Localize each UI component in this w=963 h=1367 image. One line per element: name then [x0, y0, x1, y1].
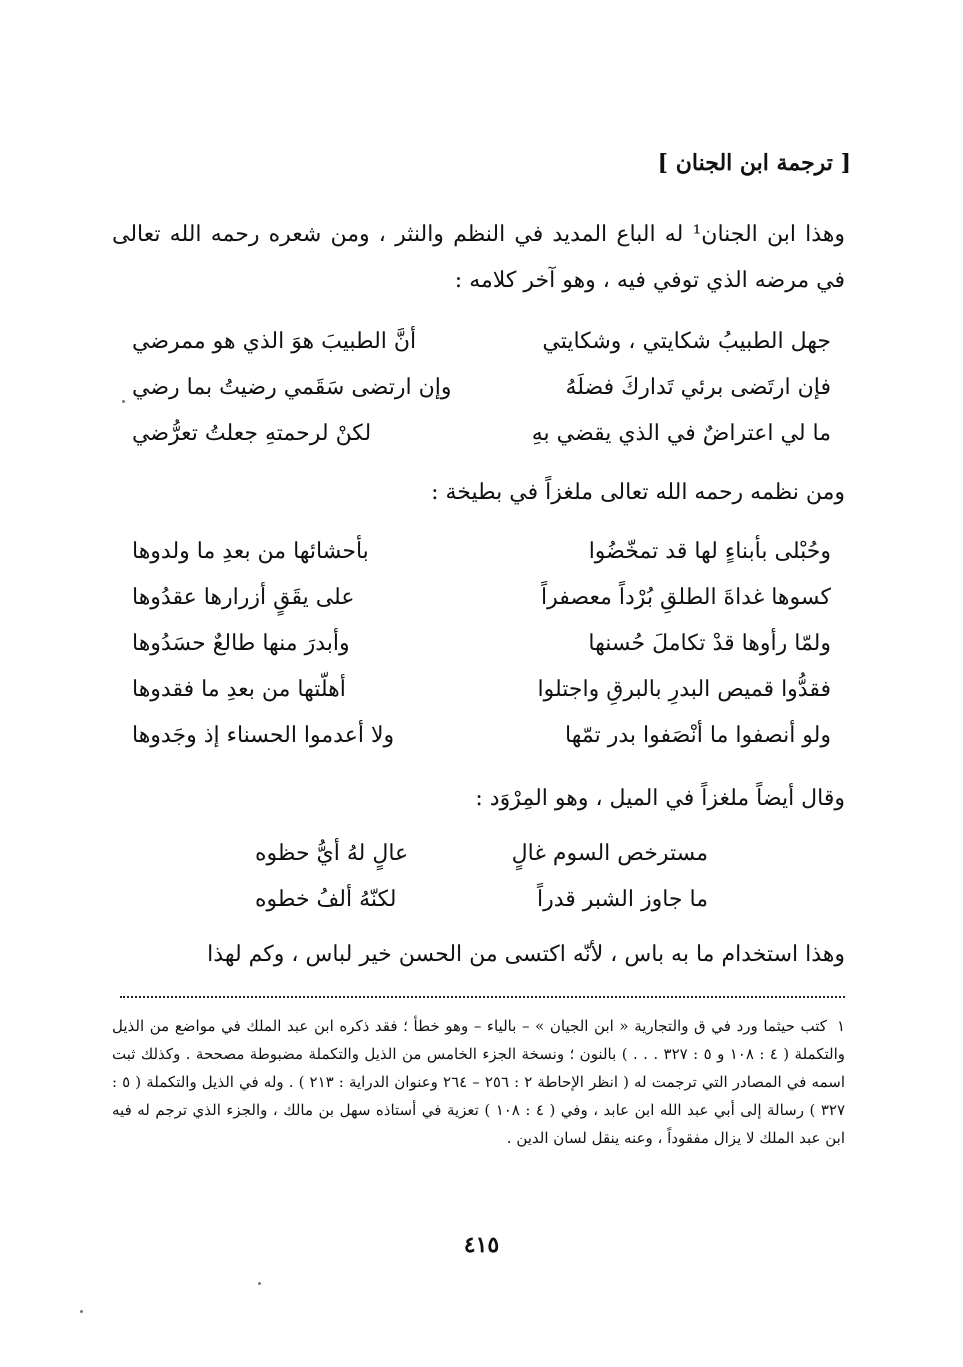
verse-first-hemistich: ولمّا رأوها قدْ تكاملَ حُسنها	[588, 630, 831, 656]
poem-illness	[132, 318, 831, 456]
verse-line	[132, 318, 831, 364]
verse-line	[132, 574, 831, 620]
verse-second-hemistich: أهلّتها من بعدِ ما فقدوها	[132, 676, 346, 702]
verse-first-hemistich: وحُبْلى بأبناءٍ لها قد تمخّضُوا	[588, 538, 831, 564]
verse-second-hemistich: بأحشائها من بعدِ ما ولدوها	[132, 538, 369, 564]
intro-paragraph	[112, 212, 845, 304]
poem-melon-riddle	[132, 528, 831, 758]
kohl-riddle-text: وقال أيضاً ملغزاً في الميل ، وهو المِرْوَد :	[475, 786, 845, 811]
verse-line	[132, 712, 831, 758]
verse-second-hemistich: ولا أعدموا الحسناء إذ وجَدوها	[132, 722, 395, 748]
verse-second-hemistich: لكنْ لرحمتهِ جعلتُ تعرُّضي	[132, 420, 372, 446]
verse-second-hemistich: أنَّ الطبيبَ هوَ الذي هو ممرضي	[132, 328, 417, 354]
verse-first-hemistich: ما لي اعتراضٌ في الذي يقضي بهِ	[531, 420, 831, 446]
footnote-text: كتب حيثما ورد في ق والتجارية « ابن الجيان » – بالياء – وهو خطأ ؛ فقد ذكره ابن عبد الملك في مواضع من الذيل والتكملة ( ٤ : ١٠٨ و ٥ : ٣٢٧ . . . ) بالنون ؛ ونسخة الجزء الخامس من الذيل والتكملة مضبوطة مصححة . وكذلك ثبت اسمه في المصادر التي ترجمت له ( انظر الإحاطة ٢ : ٢٥٦ – ٢٦٤ وعنوان الدراية : ٢١٣ ) . وله في الذيل والتكملة ( ٥ : ٣٢٧ ) رسالة إلى أبي عبد الله ابن عابد ، وفي ( ٤ : ١٠٨ ) تعزية في أستاذه سهل بن مالك ، والجزء الذي ترجم له فيه ابن عبد الملك لا يزال مفقوداً ، وعنه ينقل لسان الدين .	[112, 1017, 846, 1147]
footnote-number: ١	[836, 1017, 845, 1035]
verse-first-hemistich: كسوها غداةَ الطلقِ بُرْداً معصفراً	[541, 584, 831, 610]
scan-speck	[258, 1282, 261, 1285]
verse-line	[255, 830, 708, 876]
verse-first-hemistich: جهل الطبيبُ شكايتي ، وشكايتي	[542, 328, 831, 354]
verse-first-hemistich: ولو أنصفوا ما أنْصَفوا بدر تمّها	[565, 722, 831, 748]
verse-first-hemistich: فإن ارتَضى برئي تَداركَ فضلَهُ	[565, 374, 831, 400]
verse-line	[132, 528, 831, 574]
verse-second-hemistich: عالٍ لهُ أيُّ حظوه	[255, 840, 409, 866]
verse-line	[132, 620, 831, 666]
section-heading: [ ترجمة ابن الجنان ]	[657, 150, 851, 176]
poem-kohl-riddle	[255, 830, 708, 922]
verse-second-hemistich: لكنّهُ ألفُ خطوه	[255, 886, 397, 912]
verse-second-hemistich: على يقَقٍ أزرارها عقدُوها	[132, 584, 355, 610]
scan-speck	[122, 400, 125, 403]
verse-line	[255, 876, 708, 922]
melon-riddle-text: ومن نظمه رحمه الله تعالى ملغزاً في بطيخة :	[431, 480, 845, 505]
footnotes	[112, 1012, 845, 1152]
verse-second-hemistich: وأبدرَ منها طالعٌ حسَدُوها	[132, 630, 350, 656]
verse-first-hemistich: فقدُّوا قميص البدرِ بالبرقِ واجتلوا	[537, 676, 831, 702]
intro-text: وهذا ابن الجنان¹ له الباع المديد في النظم والنثر ، ومن شعره رحمه الله تعالى في مرضه الذي توفي فيه ، وهو آخر كلامه :	[112, 222, 845, 293]
scan-speck	[80, 1310, 83, 1313]
verse-first-hemistich: مسترخص السوم غالٍ	[511, 840, 708, 866]
closing-paragraph	[112, 932, 845, 978]
verse-line	[132, 364, 831, 410]
melon-riddle-intro	[112, 470, 845, 516]
verse-line	[132, 410, 831, 456]
kohl-riddle-intro	[112, 776, 845, 822]
verse-line	[132, 666, 831, 712]
footnote-divider	[120, 996, 845, 998]
closing-text: وهذا استخدام ما به باس ، لأنّه اكتسى من الحسن خير لباس ، وكم لهذا	[207, 942, 845, 967]
verse-first-hemistich: ما جاوز الشبر قدراً	[536, 886, 708, 912]
page-number: ٤١٥	[463, 1232, 500, 1258]
verse-second-hemistich: وإن ارتضى سَقَمي رضيتُ بما رضي	[132, 374, 452, 400]
